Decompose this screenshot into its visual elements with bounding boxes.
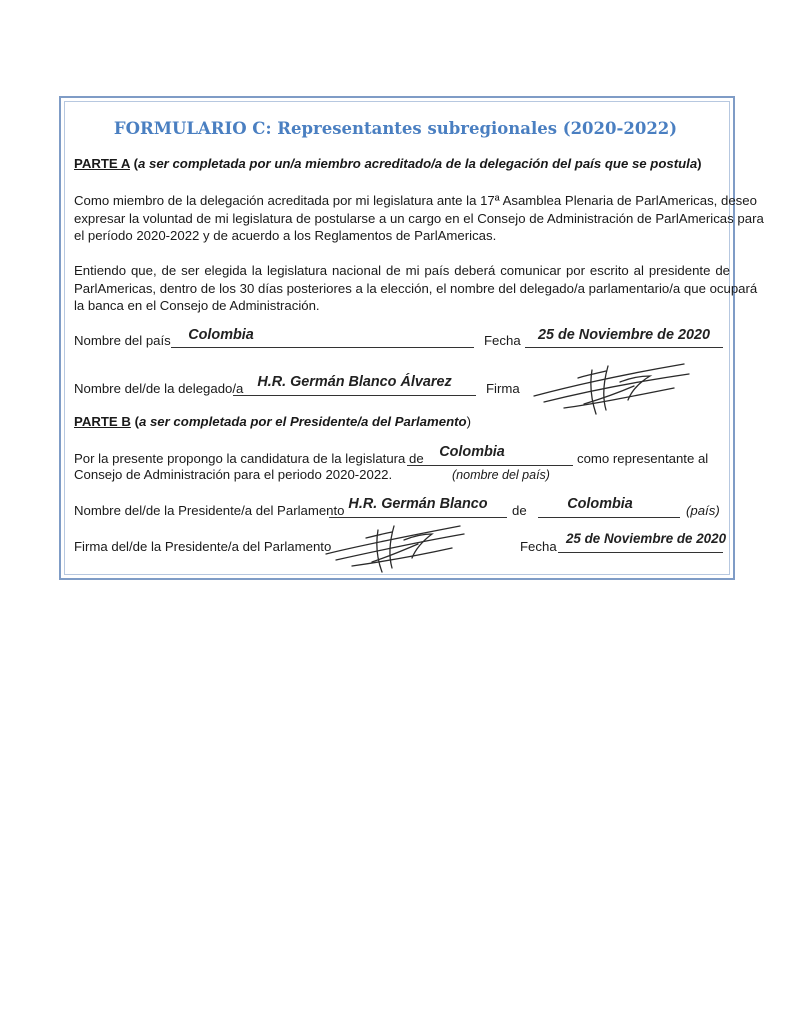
president-field[interactable]: H.R. Germán Blanco: [348, 496, 488, 512]
president-date-line: [558, 552, 723, 553]
propose-line: [407, 465, 573, 466]
country-hint: (nombre del país): [452, 468, 550, 482]
president-country-line: [538, 517, 680, 518]
president-date-label: Fecha: [520, 539, 557, 554]
propose-text: Por la presente propongo la candidatura de la legislatura de: [74, 451, 424, 466]
part-a-heading: PARTE A (a ser completada por un/a miembro acreditado/a de la delegación del país que se postula): [74, 156, 702, 171]
propose-country-field[interactable]: Colombia: [439, 444, 505, 460]
country-label: Nombre del país: [74, 333, 171, 348]
president-signature-label: Firma del/de la Presidente/a del Parlamento: [74, 539, 332, 554]
president-date-field[interactable]: 25 de Noviembre de 2020: [565, 531, 727, 546]
president-signature: [318, 518, 468, 576]
of-label: de: [512, 503, 527, 518]
form-title: FORMULARIO C: Representantes subregionales (2020-2022): [113, 119, 678, 138]
date-field[interactable]: 25 de Noviembre de 2020: [538, 327, 710, 343]
propose-line-2: Consejo de Administración para el periodo 2020-2022.: [74, 467, 393, 482]
pais-hint: (país): [686, 503, 720, 518]
date-line: [525, 347, 723, 348]
propose-suffix: como representante al: [577, 451, 709, 466]
part-a-paragraph-1: Como miembro de la delegación acreditada por mi legislatura ante la 17ª Asamblea Plenaria de ParlAmericas, deseo expresar la voluntad de mi legislatura de postularse a un cargo en el Consejo de Administración de ParlAmericas para el período 2020-2022 y de acuerdo a los Reglamentos de ParlAmericas.: [74, 193, 764, 243]
part-a-paragraph-2: Entiendo que, de ser elegida la legislatura nacional de mi país deberá comunicar por escrito al presidente de ParlAmericas, dentro de los 30 días posteriores a la elección, el nombre del delegado/a parlamentario/a que ocupará la banca en el Consejo de Administración.: [74, 263, 758, 313]
country-field[interactable]: Colombia: [188, 327, 254, 343]
delegate-label: Nombre del/de la delegado/a: [74, 381, 244, 396]
signature-label: Firma: [486, 381, 520, 396]
country-line: [171, 347, 474, 348]
president-label: Nombre del/de la Presidente/a del Parlamento: [74, 503, 345, 518]
delegate-line: [233, 395, 476, 396]
date-label: Fecha: [484, 333, 521, 348]
delegate-field[interactable]: H.R. Germán Blanco Álvarez: [257, 374, 452, 390]
president-country-field[interactable]: Colombia: [567, 496, 633, 512]
delegate-signature: [524, 356, 694, 420]
part-b-heading: PARTE B (a ser completada por el Presidente/a del Parlamento): [74, 414, 471, 429]
